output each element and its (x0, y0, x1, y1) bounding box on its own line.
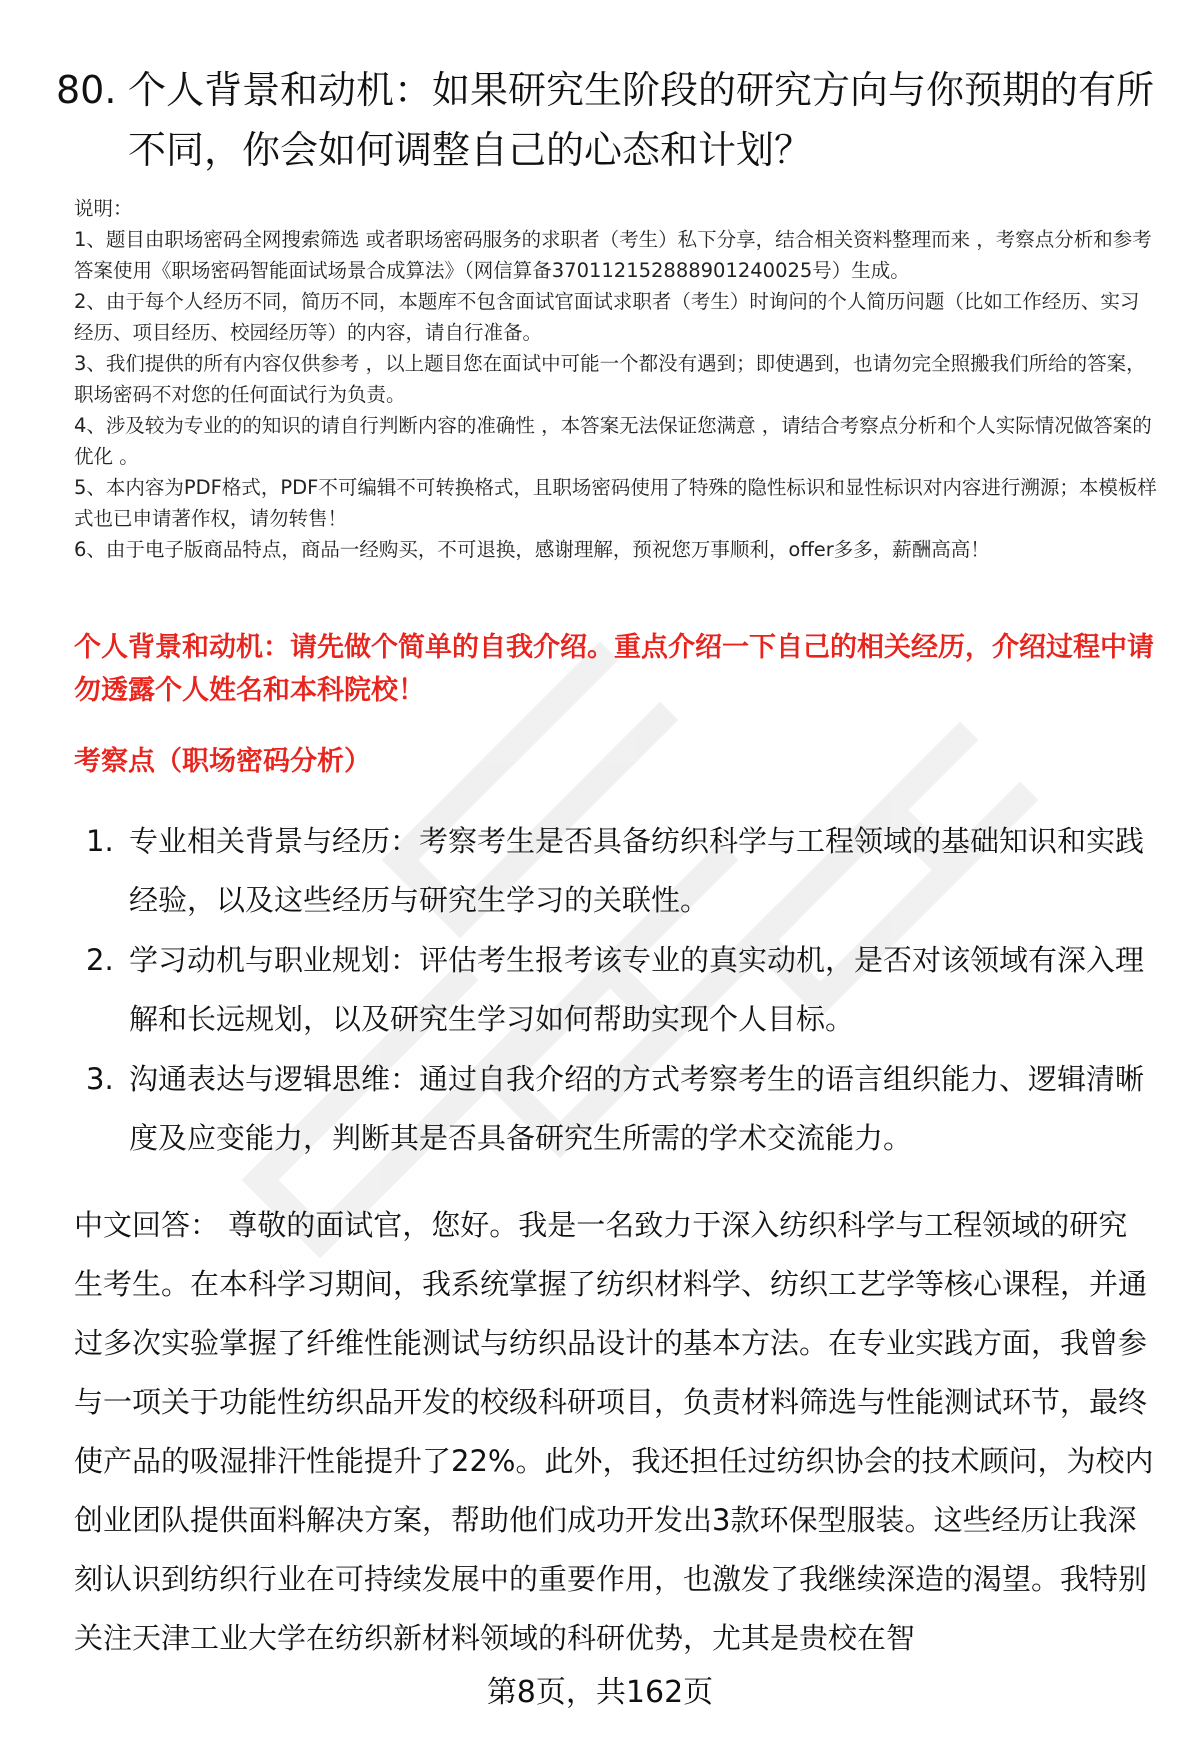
notes-block (74, 193, 1158, 565)
page-footer: 第8页，共162页 (486, 1675, 714, 1710)
question-number: 80. (56, 68, 117, 112)
note-item: 1、题目由职场密码全网搜索筛选 或者职场密码服务的求职者（考生）私下分享，结合相关资料整理而来 ，考察点分析和参考答案使用《职场密码智能面试场景合成算法》（网信算备370112152888901240025号）生成。 (74, 228, 1152, 282)
point-text: 学习动机与职业规划：评估考生报考该专业的真实动机，是否对该领域有深入理解和长远规划，以及研究生学习如何帮助实现个人目标。 (129, 943, 1145, 1036)
point-number: 1. (86, 824, 114, 858)
note-item: 4、涉及较为专业的的知识的请自行判断内容的准确性 ，本答案无法保证您满意 ，请结合考察点分析和个人实际情况做答案的优化 。 (74, 414, 1152, 468)
answer-label: 中文回答： (74, 1208, 220, 1242)
analysis-point (86, 931, 1162, 1049)
answer-paragraph (74, 1196, 1156, 1668)
notes-title: 说明： (74, 197, 133, 220)
analysis-point (86, 1050, 1162, 1168)
note-item: 3、我们提供的所有内容仅供参考 ，以上题目您在面试中可能一个都没有遇到；即使遇到，也请勿完全照搬我们所给的答案，职场密码不对您的任何面试行为负责。 (74, 352, 1146, 406)
analysis-points (86, 812, 1162, 1169)
answer-text: 尊敬的面试官，您好。我是一名致力于深入纺织科学与工程领域的研究生考生。在本科学习期间，我系统掌握了纺织材料学、纺织工艺学等核心课程，并通过多次实验掌握了纤维性能测试与纺织品设计的基本方法。在专业实践方面，我曾参与一项关于功能性纺织品开发的校级科研项目，负责材料筛选与性能测试环节，最终使产品的吸湿排汗性能提升了22%。此外，我还担任过纺织协会的技术顾问，为校内创业团队提供面料解决方案，帮助他们成功开发出3款环保型服装。这些经历让我深刻认识到纺织行业在可持续发展中的重要作用，也激发了我继续深造的渴望。我特别关注天津工业大学在纺织新材料领域的科研优势，尤其是贵校在智 (74, 1208, 1154, 1655)
point-number: 2. (86, 943, 114, 977)
note-item: 5、本内容为PDF格式，PDF不可编辑不可转换格式，且职场密码使用了特殊的隐性标识和显性标识对内容进行溯源；本模板样式也已申请著作权，请勿转售！ (74, 476, 1157, 530)
point-text: 专业相关背景与经历：考察考生是否具备纺织科学与工程领域的基础知识和实践经验，以及这些经历与研究生学习的关联性。 (129, 824, 1145, 917)
section-heading: 个人背景和动机：请先做个简单的自我介绍。重点介绍一下自己的相关经历，介绍过程中请勿透露个人姓名和本科院校！ (74, 632, 1154, 706)
point-text: 沟通表达与逻辑思维：通过自我介绍的方式考察考生的语言组织能力、逻辑清晰度及应变能力，判断其是否具备研究生所需的学术交流能力。 (129, 1062, 1145, 1155)
analysis-point (86, 812, 1162, 930)
point-number: 3. (86, 1062, 114, 1096)
question-heading (56, 60, 1156, 180)
analysis-heading: 考察点（职场密码分析） (74, 746, 371, 777)
note-item: 2、由于每个人经历不同，简历不同，本题库不包含面试官面试求职者（考生）时询问的个人简历问题（比如工作经历、实习经历、项目经历、校园经历等）的内容，请自行准备。 (74, 290, 1140, 344)
question-text: 个人背景和动机：如果研究生阶段的研究方向与你预期的有所不同，你会如何调整自己的心态和计划？ (128, 68, 1155, 172)
note-item: 6、由于电子版商品特点，商品一经购买，不可退换，感谢理解，预祝您万事顺利，offer多多，薪酬高高！ (74, 538, 990, 561)
